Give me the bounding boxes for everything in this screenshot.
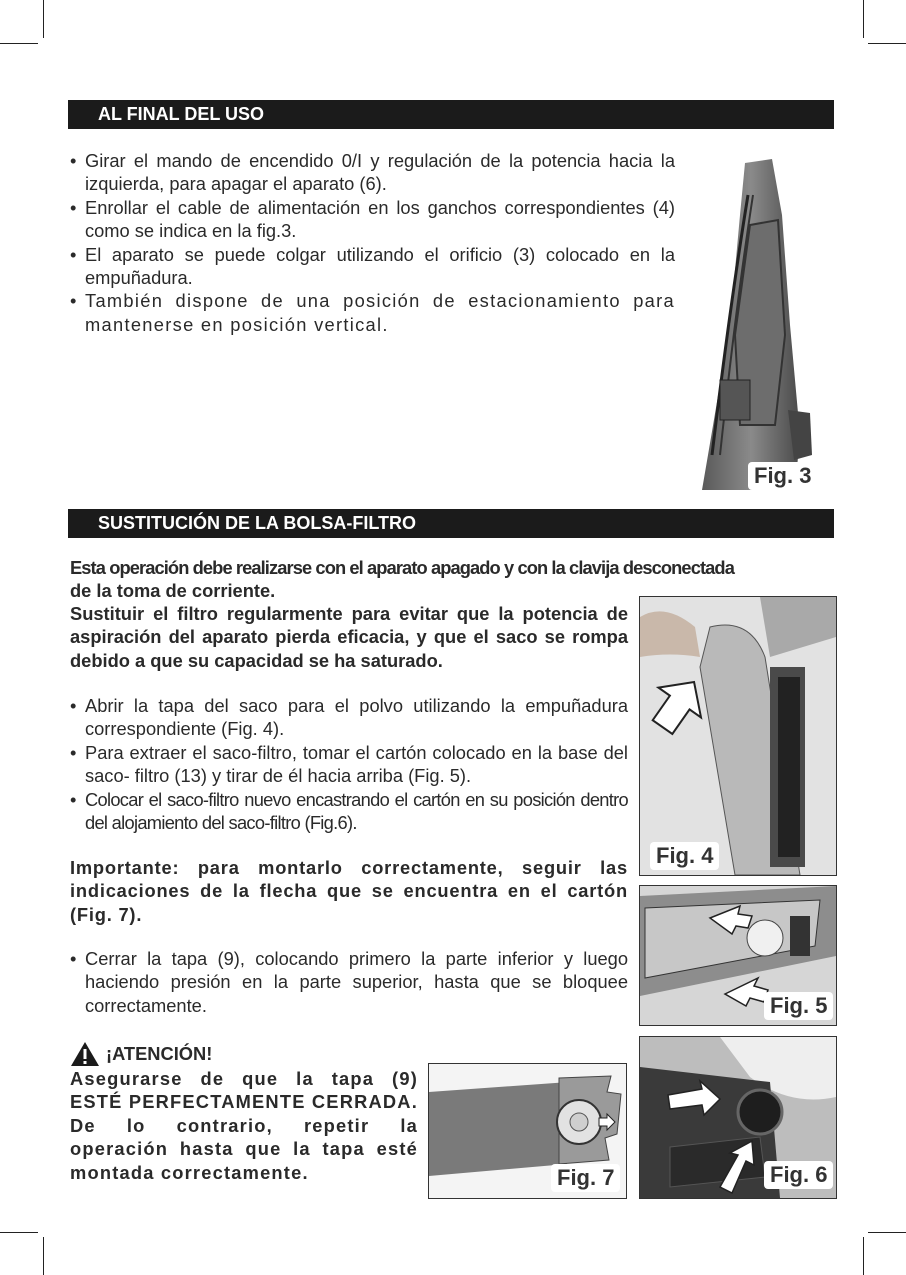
section-title-end-of-use: AL FINAL DEL USO xyxy=(68,100,834,129)
vacuum-upright-illustration xyxy=(690,155,830,495)
figure-4 xyxy=(639,596,837,876)
crop-mark xyxy=(0,43,38,44)
open-lid-illustration xyxy=(640,597,836,875)
end-of-use-list xyxy=(70,149,675,336)
warning-icon xyxy=(70,1041,100,1067)
list-item: • Colocar el saco-filtro nuevo encastrando el cartón en su posición dentro del alojamiento del saco-filtro (Fig.6). xyxy=(70,788,628,835)
figure-7 xyxy=(428,1063,627,1199)
list-item: • Abrir la tapa del saco para el polvo utilizando la empuñadura correspondiente (Fig. 4). xyxy=(70,694,628,741)
figure-5 xyxy=(639,885,837,1026)
intro-line-2: de la toma de corriente. xyxy=(70,580,276,601)
figure-6-label: Fig. 6 xyxy=(764,1161,833,1189)
crop-mark xyxy=(868,1232,906,1233)
figure-3-label: Fig. 3 xyxy=(748,462,817,490)
warning-block xyxy=(70,1041,418,1184)
figure-5-label: Fig. 5 xyxy=(764,992,833,1020)
list-item: • Girar el mando de encendido 0/I y regulación de la potencia hacia la izquierda, para apagar el aparato (6). xyxy=(70,149,675,196)
section-title-filter-bag: SUSTITUCIÓN DE LA BOLSA-FILTRO xyxy=(68,509,834,538)
close-lid-list xyxy=(70,947,628,1017)
crop-mark xyxy=(0,1232,38,1233)
figure-4-label: Fig. 4 xyxy=(650,842,719,870)
crop-mark xyxy=(863,0,864,38)
important-note: Importante: para montarlo correctamente, seguir las indicaciones de la flecha que se encuentra en el cartón (Fig. 7). xyxy=(70,857,628,925)
crop-mark xyxy=(868,43,906,44)
warning-title: ¡ATENCIÓN! xyxy=(106,1043,213,1065)
figure-6 xyxy=(639,1036,837,1199)
list-item: • El aparato se puede colgar utilizando el orificio (3) colocado en la empuñadura. xyxy=(70,243,675,290)
list-item: • Cerrar la tapa (9), colocando primero la parte inferior y luego haciendo presión en la parte superior, hasta que se bloquee correctamente. xyxy=(70,947,628,1017)
intro-line-1: Esta operación debe realizarse con el aparato apagado y con la clavija desconectada xyxy=(70,557,734,578)
figure-3 xyxy=(690,155,830,495)
crop-mark xyxy=(863,1237,864,1275)
crop-mark xyxy=(43,0,44,38)
figure-7-label: Fig. 7 xyxy=(551,1164,620,1192)
list-item: • Para extraer el saco-filtro, tomar el cartón colocado en la base del saco- filtro (13) y tirar de él hacia arriba (Fig. 5). xyxy=(70,741,628,788)
list-item: • Enrollar el cable de alimentación en los ganchos correspondientes (4) como se indica en la fig.3. xyxy=(70,196,675,243)
crop-mark xyxy=(43,1237,44,1275)
list-item: • También dispone de una posición de estacionamiento para mantenerse en posición vertical. xyxy=(70,289,675,336)
intro-paragraph: Sustituir el filtro regularmente para evitar que la potencia de aspiración del aparato pierda eficacia, y que el saco se rompa debido a que su capacidad se ha saturado. xyxy=(70,603,628,671)
warning-text: Asegurarse de que la tapa (9) ESTÉ PERFECTAMENTE CERRADA. De lo contrario, repetir la operación hasta que la tapa esté montada correctamente. xyxy=(70,1068,418,1183)
replacement-steps-list xyxy=(70,694,628,834)
